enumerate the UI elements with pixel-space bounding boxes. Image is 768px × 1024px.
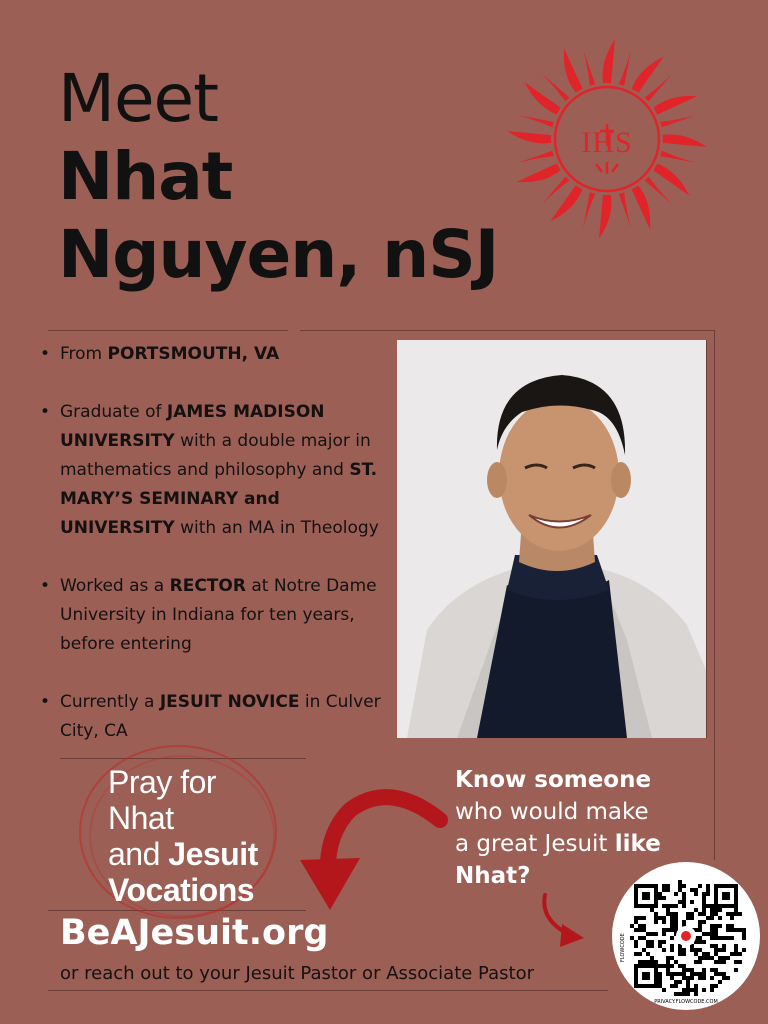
fact-text: Worked as a	[60, 576, 170, 596]
facts-list	[40, 340, 390, 775]
know-line-3a: a great Jesuit	[455, 831, 615, 857]
fact-text: PORTSMOUTH, VA	[107, 344, 280, 364]
title-line-first-name: Nhat	[58, 138, 233, 215]
sun-ray	[632, 185, 651, 229]
ihs-monogram: IHS	[581, 126, 633, 159]
divider-right	[300, 330, 714, 331]
qr-code-icon	[612, 862, 760, 1010]
know-line-1	[455, 764, 661, 796]
divider-left	[48, 330, 288, 331]
sun-ray	[619, 50, 631, 86]
sun-ray	[645, 74, 672, 101]
portrait-photo	[397, 340, 707, 738]
fact-item	[40, 688, 390, 746]
fact-text: RECTOR	[169, 576, 246, 596]
website-link[interactable]: BeAJesuit.org	[60, 913, 329, 953]
qr-code[interactable]	[612, 862, 760, 1010]
sun-ray	[660, 115, 696, 127]
know-line-3b: like	[614, 831, 661, 857]
pray-line-3	[108, 836, 258, 872]
fact-text: From	[60, 344, 108, 364]
sun-ray	[518, 151, 554, 163]
pray-callout	[108, 764, 258, 908]
sun-ray	[517, 164, 561, 183]
ihs-sunburst-logo	[502, 34, 712, 244]
fact-item	[40, 340, 390, 369]
sun-ray	[645, 177, 672, 204]
fact-text: JAMES MADISON UNIVERSITY	[60, 402, 325, 451]
pray-line-4	[108, 872, 258, 908]
sun-ray	[542, 177, 569, 204]
sun-ray	[599, 195, 611, 239]
fact-text: Currently a	[60, 692, 160, 712]
sun-ray	[583, 50, 595, 86]
pray-line-3a: and	[108, 836, 169, 872]
sun-ray	[583, 192, 595, 228]
know-line-2: who would make	[455, 799, 649, 825]
fact-text: with an MA in Theology	[174, 518, 379, 538]
sun-ray	[603, 39, 615, 83]
sun-ray	[507, 131, 551, 143]
referral-callout	[455, 764, 661, 892]
qr-bottom-text: PRIVACY.FLOWCODE.COM	[654, 999, 718, 1005]
sun-ray	[542, 74, 569, 101]
sun-ray	[663, 135, 707, 147]
sun-ray	[660, 151, 696, 163]
fact-text: Graduate of	[60, 402, 167, 422]
reach-out-text: or reach out to your Jesuit Pastor or Associate Pastor	[60, 963, 534, 984]
portrait-illustration	[397, 340, 706, 738]
fact-text: ST. MARY’S SEMINARY and UNIVERSITY	[60, 460, 378, 538]
sun-ray	[564, 49, 583, 93]
fact-text: JESUIT NOVICE	[159, 692, 300, 712]
fact-text: in Culver City, CA	[60, 692, 381, 741]
pray-line-1: Pray for	[108, 764, 217, 800]
title-line-meet: Meet	[58, 60, 219, 137]
sun-ray	[619, 192, 631, 228]
know-line-4b: Nhat?	[455, 863, 531, 889]
sun-ray	[518, 115, 554, 127]
page-title	[58, 60, 498, 294]
know-line-3	[455, 828, 661, 860]
pray-line-3b: Jesuit	[168, 836, 258, 872]
title-line-last-name: Nguyen, nSJ	[58, 216, 499, 293]
pray-line-4b: Vocations	[108, 872, 255, 908]
qr-side-text: FLOWCODE	[620, 933, 626, 962]
know-line-1b: Know someone	[455, 767, 652, 793]
fact-text: with a double major in mathematics and philosophy and	[60, 431, 371, 480]
pray-line-2: Nhat	[108, 800, 174, 836]
fact-item	[40, 572, 390, 659]
fact-item	[40, 398, 390, 543]
fact-text: at Notre Dame University in Indiana for ten years, before entering	[60, 576, 377, 654]
sun-ray	[653, 96, 697, 115]
